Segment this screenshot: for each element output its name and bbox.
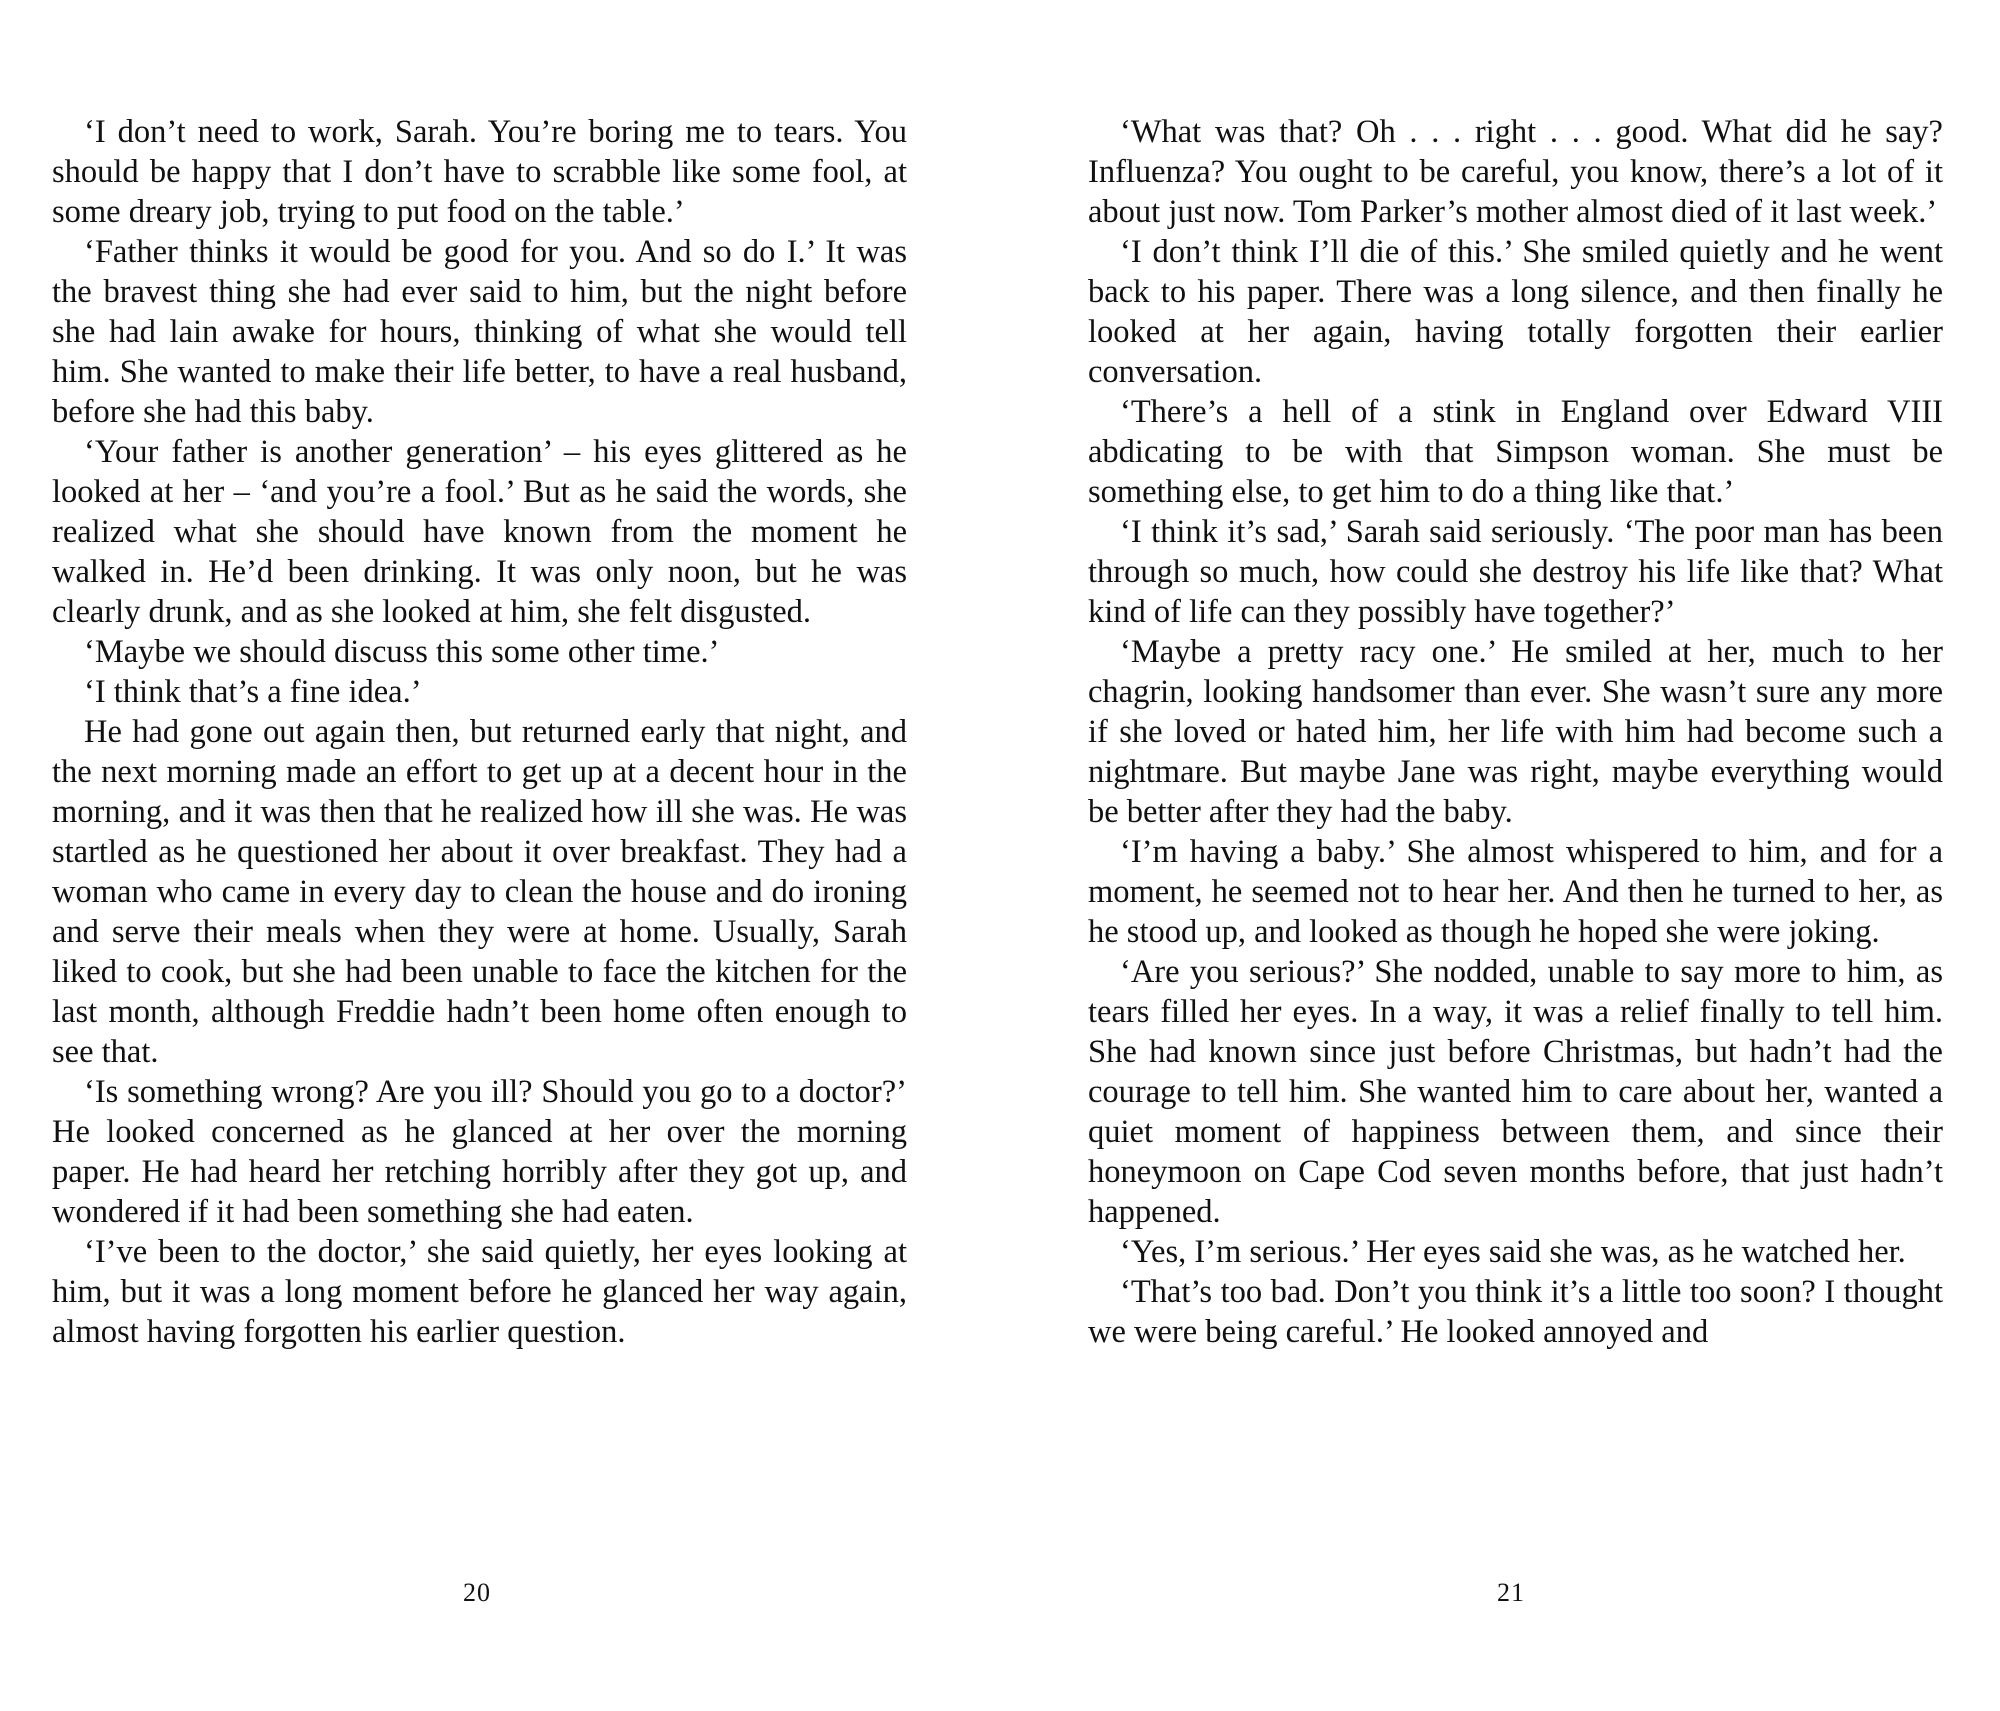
paragraph: ‘I don’t think I’ll die of this.’ She smiled quietly and he went back to his paper. There was a long silence, and then finally he looked at her again, having totally forgotten their earlier conversation. <box>1088 234 1943 390</box>
paragraph: ‘I don’t need to work, Sarah. You’re boring me to tears. You should be happy that I don’t have to scrabble like some fool, at some dreary job, trying to put food on the table.’ <box>52 114 907 230</box>
paragraph: ‘Are you serious?’ She nodded, unable to say more to him, as tears filled her eyes. In a way, it was a relief finally to tell him. She had known since just before Christmas, but hadn’t had the courage to tell him. She wanted him to care about her, wanted a quiet moment of happiness between them, and since their honeymoon on Cape Cod seven months before, that just hadn’t happened. <box>1088 954 1943 1230</box>
right-page <box>1000 0 2000 1711</box>
paragraph: ‘I’ve been to the doctor,’ she said quietly, her eyes looking at him, but it was a long moment before he glanced her way again, almost having forgotten his earlier question. <box>52 1234 907 1350</box>
paragraph: ‘What was that? Oh . . . right . . . good. What did he say? Influenza? You ought to be careful, you know, there’s a lot of it about just now. Tom Parker’s mother almost died of it last week.’ <box>1088 114 1943 230</box>
page-number-left: 20 <box>463 1578 491 1607</box>
paragraph: He had gone out again then, but returned early that night, and the next morning made an effort to get up at a decent hour in the morning, and it was then that he realized how ill she was. He was startled as he questioned her about it over breakfast. They had a woman who came in every day to clean the house and do ironing and serve their meals when they were at home. Usually, Sarah liked to cook, but she had been unable to face the kitchen for the last month, although Freddie hadn’t been home often enough to see that. <box>52 714 907 1070</box>
paragraph: ‘I think it’s sad,’ Sarah said seriously. ‘The poor man has been through so much, how could she destroy his life like that? What kind of life can they possibly have together?’ <box>1088 514 1943 630</box>
paragraph: ‘Father thinks it would be good for you. And so do I.’ It was the bravest thing she had ever said to him, but the night before she had lain awake for hours, thinking of what she would tell him. She wanted to make their life better, to have a real husband, before she had this baby. <box>52 234 907 430</box>
paragraph: ‘Maybe we should discuss this some other time.’ <box>84 634 720 670</box>
paragraph: ‘I’m having a baby.’ She almost whispered to him, and for a moment, he seemed not to hear her. And then he turned to her, as he stood up, and looked as though he hoped she were joking. <box>1088 834 1943 950</box>
paragraph: ‘Is something wrong? Are you ill? Should you go to a doctor?’ He looked concerned as he glanced at her over the morning paper. He had heard her retching horribly after they got up, and wondered if it had been something she had eaten. <box>52 1074 907 1230</box>
paragraph: ‘There’s a hell of a stink in England over Edward VIII abdicating to be with that Simpson woman. She must be something else, to get him to do a thing like that.’ <box>1088 394 1943 510</box>
page-number-right: 21 <box>1497 1578 1525 1607</box>
left-page-text <box>52 112 907 1352</box>
paragraph: ‘Yes, I’m serious.’ Her eyes said she was, as he watched her. <box>1120 1234 1906 1270</box>
paragraph: ‘I think that’s a fine idea.’ <box>84 674 422 710</box>
paragraph: ‘Your father is another generation’ – his eyes glittered as he looked at her – ‘and you’re a fool.’ But as he said the words, she realized what she should have known from the moment he walked in. He’d been drinking. It was only noon, but he was clearly drunk, and as she looked at him, she felt disgusted. <box>52 434 907 630</box>
paragraph: ‘Maybe a pretty racy one.’ He smiled at her, much to her chagrin, looking handsomer than ever. She wasn’t sure any more if she loved or hated him, her life with him had become such a nightmare. But maybe Jane was right, maybe everything would be better after they had the baby. <box>1088 634 1943 830</box>
right-page-text <box>1088 112 1943 1352</box>
paragraph: ‘That’s too bad. Don’t you think it’s a little too soon? I thought we were being careful.’ He looked annoyed and <box>1088 1274 1943 1350</box>
